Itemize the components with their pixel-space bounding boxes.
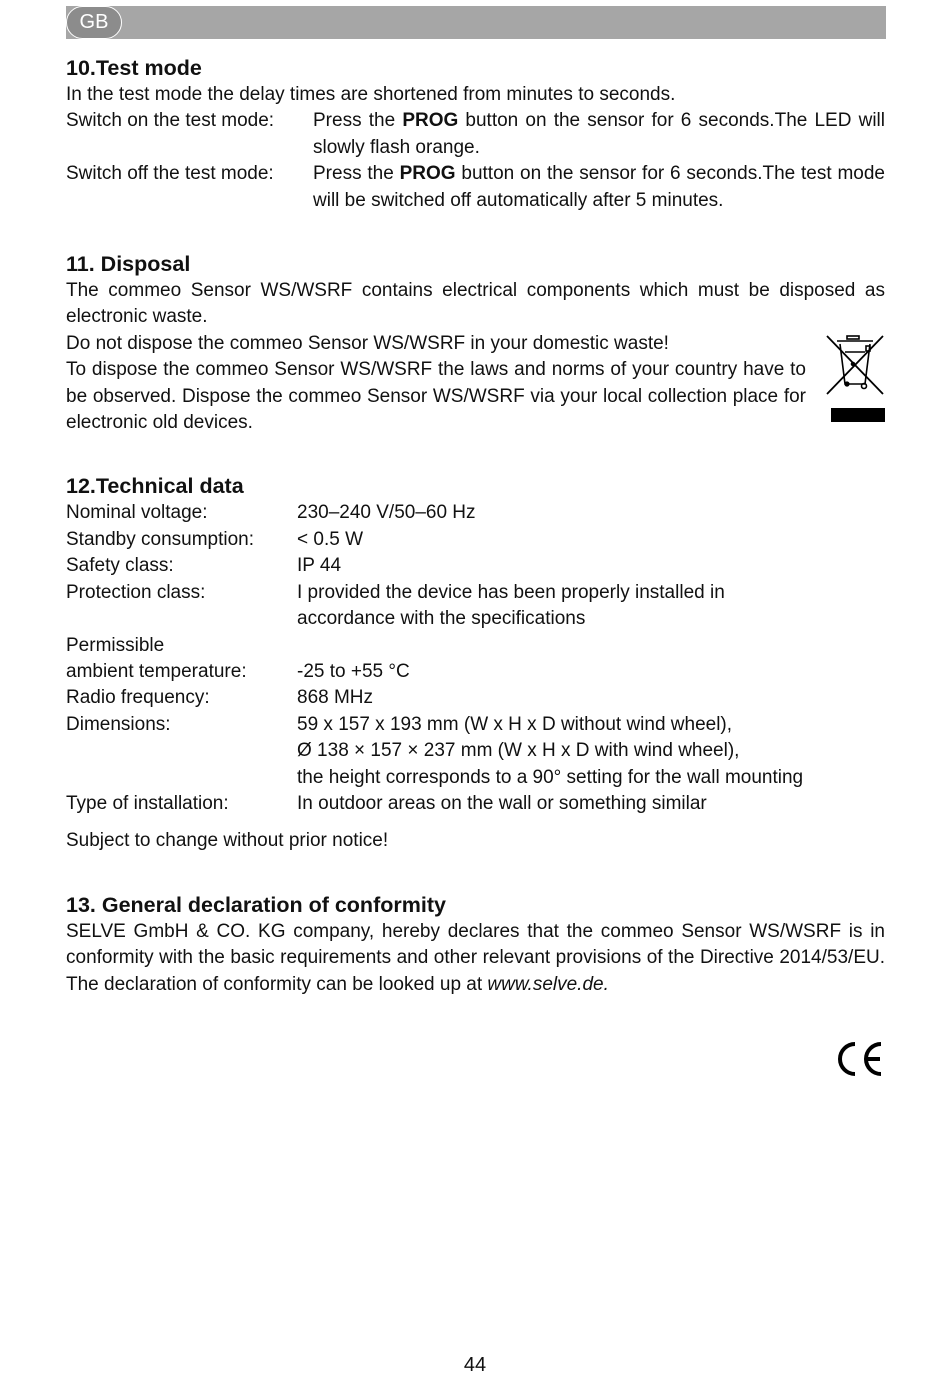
technical-data-value [297,633,885,659]
technical-data-row [66,580,885,633]
prog-button-label: PROG [402,110,459,132]
section-test-mode [66,54,885,214]
section-title-test-mode: 10.Test mode [66,56,202,80]
technical-data-label: Standby consumption: [66,528,255,550]
switch-on-label: Switch on the test mode: [66,110,275,132]
technical-data-value: -25 to +55 °C [297,660,410,682]
technical-data-label: Nominal voltage: [66,502,208,524]
technical-data-row [66,633,885,659]
change-notice: Subject to change without prior notice! [66,830,389,852]
technical-data-label: ambient temperature: [66,660,247,682]
switch-off-row [66,161,885,214]
section-technical-data [66,472,885,854]
technical-data-label: Permissible [66,634,165,656]
disposal-paragraph-2: Do not dispose the commeo Sensor WS/WSRF in your domestic waste! [66,332,669,354]
section-title-technical-data: 12.Technical data [66,474,244,499]
switch-off-instruction [313,161,885,214]
section-conformity [66,891,885,998]
technical-data-row [66,500,885,526]
technical-data-row [66,791,885,817]
technical-data-value: the height corresponds to a 90° setting for the wall mounting [297,766,804,788]
technical-data-value: 868 MHz [297,687,374,709]
technical-data-value: 230–240 V/50–60 Hz [297,502,476,524]
technical-data-value: IP 44 [297,555,342,577]
switch-on-row [66,108,885,161]
technical-data-label: Protection class: [66,581,206,603]
disposal-paragraph-3: To dispose the commeo Sensor WS/WSRF the laws and norms of your country have to be observed. Dispose the commeo Sensor WS/WSRF via your local collection place for electronic old devices. [66,359,806,434]
disposal-paragraph-1: The commeo Sensor WS/WSRF contains electrical components which must be disposed as electronic waste. [66,280,885,328]
section-title-disposal: 11. Disposal [66,252,191,277]
section-disposal [66,250,885,436]
technical-data-label [66,765,297,791]
technical-data-label: Dimensions: [66,713,171,735]
switch-on-instruction [313,108,885,161]
conformity-text [66,919,885,998]
technical-data-row [66,527,885,553]
switch-off-pre: Press the [313,163,400,185]
technical-data-row [66,765,885,791]
technical-data-row [66,659,885,685]
switch-on-pre: Press the [313,110,403,132]
switch-off-post: button on the sensor for 6 seconds.The test mode will be switched off automatically after 5 minutes. [313,163,885,211]
section-title-conformity: 13. General declaration of conformity [66,892,446,917]
language-badge: GB [66,6,122,39]
selve-website-link[interactable]: www.selve.de. [487,973,609,995]
header-bar [66,6,886,39]
page-number: 44 [463,1354,487,1376]
technical-data-label: Safety class: [66,555,174,577]
prog-button-label: PROG [399,163,456,185]
technical-data-row [66,685,885,711]
technical-data-row [66,738,885,764]
page-content [66,54,885,998]
switch-off-label: Switch off the test mode: [66,163,274,185]
technical-data-value: 59 x 157 x 193 mm (W x H x D without wind wheel), [297,713,733,735]
test-mode-intro: In the test mode the delay times are shortened from minutes to seconds. [66,84,676,105]
technical-data-value: I provided the device has been properly installed in accordance with the specifications [297,581,725,630]
technical-data-row [66,712,885,738]
technical-data-value: In outdoor areas on the wall or something similar [297,792,707,814]
technical-data-label [66,738,297,764]
disposal-body [66,278,885,436]
technical-data-label: Type of installation: [66,792,229,814]
conformity-body: SELVE GmbH & CO. KG company, hereby declares that the commeo Sensor WS/WSRF is in conformity with the basic requirements and other relevant provisions of the Directive 2014/53/EU. The declaration of conformity can be looked up at [66,920,885,995]
technical-data-label: Radio frequency: [66,687,210,709]
technical-data-row [66,553,885,579]
technical-data-value: Ø 138 × 157 × 237 mm (W x H x D with wind wheel), [297,740,740,762]
ce-mark-icon [834,1040,884,1078]
technical-data-value: < 0.5 W [297,528,363,550]
switch-on-post: button on the sensor for 6 seconds.The LED will slowly flash orange. [313,110,885,158]
technical-data-table [66,500,885,817]
crossed-out-wheelie-bin-icon [825,334,885,426]
